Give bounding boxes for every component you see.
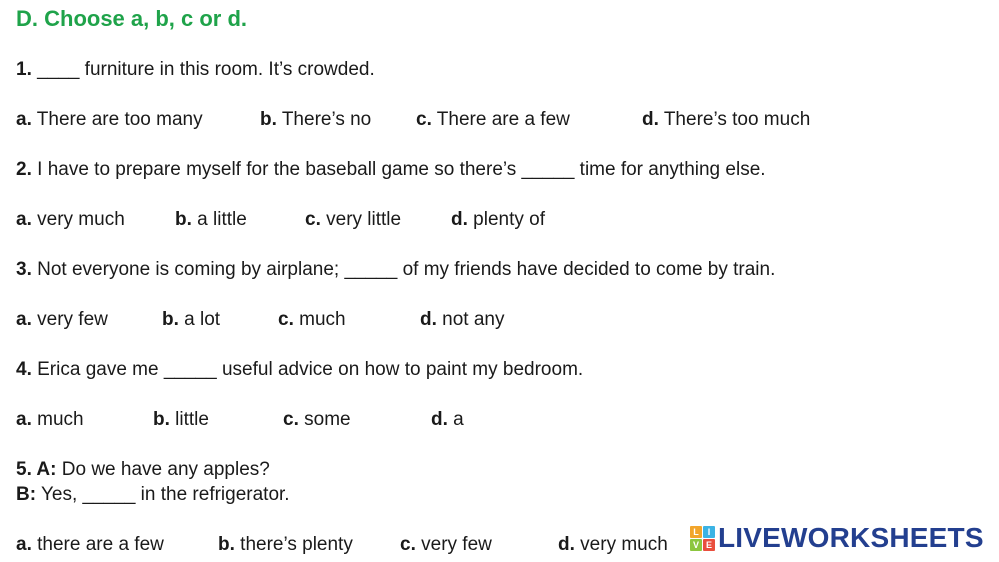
option-text: There are too many [31, 109, 203, 130]
option-letter: c. [400, 534, 416, 555]
question-2 [16, 158, 766, 182]
option-4a[interactable] [16, 408, 84, 432]
option-letter: b. [153, 409, 170, 430]
logo-letter-l: L [690, 526, 702, 538]
question-number: 4. [16, 359, 32, 380]
option-text: a [447, 409, 464, 430]
option-2b[interactable] [175, 208, 247, 232]
option-letter: c. [278, 309, 294, 330]
option-3c[interactable] [278, 308, 346, 332]
option-4d[interactable] [431, 408, 464, 432]
speaker-b: B: [16, 484, 37, 505]
option-2d[interactable] [451, 208, 545, 232]
logo-letter-i: I [703, 526, 715, 538]
option-letter: a. [16, 534, 32, 555]
option-4c[interactable] [283, 408, 351, 432]
option-letter: b. [218, 534, 235, 555]
option-text: very little [320, 209, 402, 230]
option-text: much [293, 309, 346, 330]
question-text: ____ furniture in this room. It’s crowded. [31, 59, 375, 80]
option-5c[interactable] [400, 533, 492, 557]
logo-icon [690, 526, 715, 551]
option-text: very much [574, 534, 668, 555]
question-number: 1. [16, 59, 32, 80]
option-letter: b. [162, 309, 179, 330]
option-letter: d. [431, 409, 448, 430]
option-text: There’s no [276, 109, 372, 130]
question-5-line-b [16, 483, 290, 507]
option-text: some [298, 409, 351, 430]
option-text: much [31, 409, 84, 430]
option-2c[interactable] [305, 208, 401, 232]
option-letter: c. [416, 109, 432, 130]
speaker-a: A: [31, 459, 57, 480]
question-text: Yes, _____ in the refrigerator. [36, 484, 290, 505]
liveworksheets-logo [690, 522, 984, 554]
option-1c[interactable] [416, 108, 570, 132]
question-3 [16, 258, 775, 282]
question-text: I have to prepare myself for the baseball game so there’s _____ time for anything else. [31, 159, 766, 180]
option-letter: a. [16, 309, 32, 330]
option-text: there are a few [31, 534, 164, 555]
option-5d[interactable] [558, 533, 668, 557]
option-letter: d. [420, 309, 437, 330]
question-5-line-a [16, 458, 270, 482]
question-number: 5. [16, 459, 32, 480]
option-letter: d. [451, 209, 468, 230]
option-text: not any [436, 309, 505, 330]
option-letter: a. [16, 209, 32, 230]
option-letter: d. [558, 534, 575, 555]
option-5b[interactable] [218, 533, 353, 557]
option-1a[interactable] [16, 108, 203, 132]
option-1b[interactable] [260, 108, 371, 132]
option-text: very few [415, 534, 492, 555]
question-text: Erica gave me _____ useful advice on how to paint my bedroom. [31, 359, 584, 380]
question-text: Not everyone is coming by airplane; _____ of my friends have decided to come by train. [31, 259, 776, 280]
option-3a[interactable] [16, 308, 108, 332]
option-letter: c. [305, 209, 321, 230]
option-letter: a. [16, 109, 32, 130]
option-5a[interactable] [16, 533, 164, 557]
option-3b[interactable] [162, 308, 220, 332]
option-text: very much [31, 209, 125, 230]
option-1d[interactable] [642, 108, 810, 132]
exercise-title: D. Choose a, b, c or d. [16, 6, 248, 31]
option-text: little [169, 409, 209, 430]
option-text: a lot [178, 309, 221, 330]
question-text: Do we have any apples? [56, 459, 270, 480]
option-letter: b. [175, 209, 192, 230]
option-2a[interactable] [16, 208, 125, 232]
option-text: a little [191, 209, 247, 230]
option-text: There’s too much [658, 109, 811, 130]
question-1 [16, 58, 375, 82]
option-3d[interactable] [420, 308, 505, 332]
option-letter: c. [283, 409, 299, 430]
question-number: 2. [16, 159, 32, 180]
option-letter: a. [16, 409, 32, 430]
logo-letter-v: V [690, 539, 702, 551]
question-4 [16, 358, 583, 382]
option-letter: d. [642, 109, 659, 130]
option-text: there’s plenty [234, 534, 353, 555]
option-text: There are a few [431, 109, 570, 130]
brand-wordmark: LIVEWORKSHEETS [718, 522, 984, 553]
option-letter: b. [260, 109, 277, 130]
question-number: 3. [16, 259, 32, 280]
option-text: very few [31, 309, 108, 330]
option-4b[interactable] [153, 408, 209, 432]
logo-letter-e: E [703, 539, 715, 551]
option-text: plenty of [467, 209, 545, 230]
